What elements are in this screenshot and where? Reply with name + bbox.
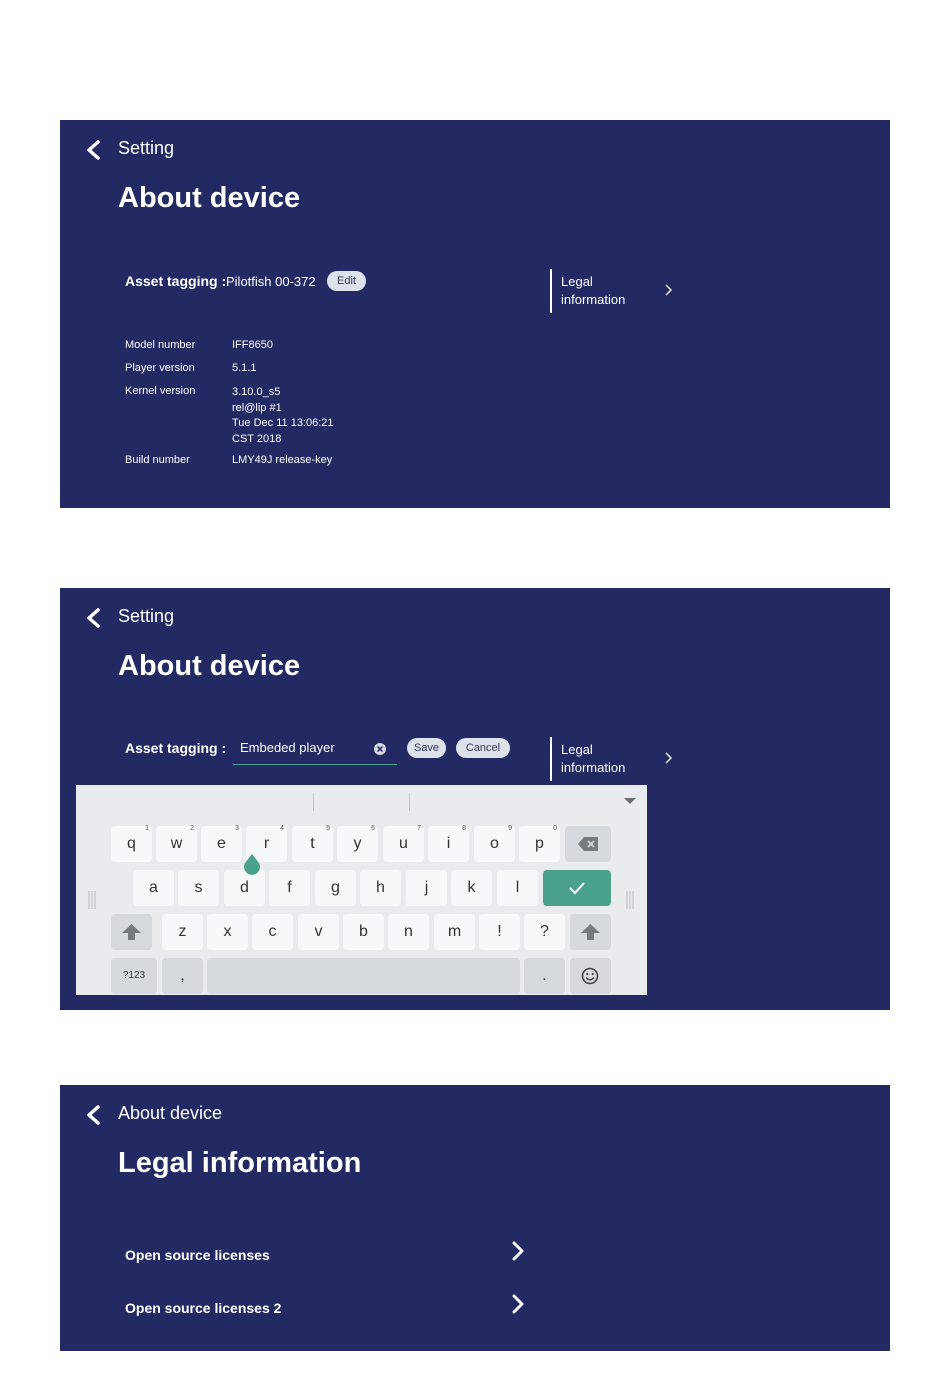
list-item-open-source-licenses-2[interactable]: Open source licenses 2 [125,1300,282,1316]
legal-label-line2: information [561,292,626,307]
suggestion-divider [409,793,410,811]
legal-information-link[interactable] [561,741,625,777]
key-e[interactable] [201,826,242,862]
shift-key[interactable] [111,914,152,950]
key-hint: 5 [326,825,330,832]
key-s[interactable]: s [178,870,219,906]
info-value-build: LMY49J release-key [232,454,333,466]
chevron-right-icon[interactable] [663,283,673,297]
key-u[interactable] [383,826,424,862]
key-v[interactable]: v [298,914,339,950]
legal-information-link[interactable] [561,273,625,309]
key-period[interactable]: . [524,958,565,994]
kernel-line: Tue Dec 11 13:06:21 [232,417,334,429]
kernel-line: rel@lip #1 [232,401,282,414]
divider [550,737,552,781]
suggestion-divider [313,793,314,811]
on-screen-keyboard [76,785,647,995]
legal-information-screen [60,1085,890,1351]
space-key[interactable] [207,958,520,994]
kernel-line: 3.10.0_s5 [232,386,281,398]
breadcrumb[interactable]: Setting [118,138,175,158]
edit-button[interactable]: Edit [327,271,366,291]
key-p[interactable] [519,826,560,862]
key-i[interactable] [428,826,469,862]
breadcrumb[interactable]: Setting [118,606,175,626]
about-device-edit-screen [60,588,890,1010]
info-label-player: Player version [125,362,195,374]
key-label: e [217,835,226,852]
key-d[interactable]: d [224,870,265,906]
about-device-screen [60,120,890,508]
key-label: r [263,835,270,852]
page-title: About device [118,650,301,682]
key-j[interactable]: j [406,870,447,906]
key-l[interactable]: l [497,870,538,906]
key-hint: 6 [371,825,375,832]
shift-key[interactable] [570,914,611,950]
key-c[interactable]: c [252,914,293,950]
key-f[interactable]: f [269,870,310,906]
key-hint: 8 [462,825,466,832]
key-z[interactable]: z [162,914,203,950]
page-title: Legal information [118,1147,362,1179]
enter-check-icon [568,881,586,895]
key-label: i [446,835,451,852]
backspace-key[interactable] [565,826,611,862]
key-hint: 1 [145,825,149,832]
key-w[interactable] [156,826,197,862]
key-hint: 7 [417,825,421,832]
key-label: w [170,835,183,852]
emoji-icon [581,967,599,985]
key-label: q [127,835,136,852]
key-hint: 2 [190,825,194,832]
legal-label-line1: Legal [561,742,593,757]
info-value-player: 5.1.1 [232,362,257,374]
key-o[interactable] [474,826,515,862]
key-hint: 9 [508,825,512,832]
legal-label-line1: Legal [561,274,593,289]
breadcrumb[interactable]: About device [118,1103,223,1123]
divider [550,269,552,313]
list-item-open-source-licenses[interactable]: Open source licenses [125,1247,270,1263]
key-exclamation[interactable]: ! [479,914,520,950]
asset-tagging-input[interactable] [233,733,397,765]
back-arrow-icon[interactable] [84,1104,104,1126]
key-label: u [399,835,408,852]
key-label: y [353,835,362,852]
shift-icon [122,924,141,940]
back-arrow-icon[interactable] [84,139,104,161]
shift-icon [581,924,600,940]
kernel-line: CST 2018 [232,432,282,445]
key-question[interactable]: ? [524,914,565,950]
legal-label-line2: information [561,760,626,775]
key-b[interactable]: b [343,914,384,950]
key-label: o [490,835,499,852]
asset-tagging-value: Pilotfish 00-372 [226,274,316,289]
key-y[interactable] [337,826,378,862]
enter-key[interactable] [543,870,611,906]
text-cursor-handle-icon[interactable] [243,854,261,878]
key-q[interactable] [111,826,152,862]
key-h[interactable]: h [360,870,401,906]
key-label: p [535,835,544,852]
emoji-key[interactable] [570,958,611,994]
key-hint: 0 [553,825,557,832]
info-label-kernel: Kernel version [125,385,196,397]
input-text: Embeded player [240,740,335,755]
info-value-kernel [232,385,334,447]
key-n[interactable]: n [388,914,429,950]
page-title: About device [118,182,301,214]
chevron-right-icon[interactable] [663,751,673,765]
key-m[interactable]: m [434,914,475,950]
clear-icon[interactable] [373,742,387,756]
key-k[interactable]: k [451,870,492,906]
info-label-build: Build number [125,454,190,466]
chevron-right-icon[interactable] [511,1294,525,1314]
key-g[interactable]: g [315,870,356,906]
asset-tagging-label: Asset tagging : [125,273,227,289]
chevron-right-icon[interactable] [511,1241,525,1261]
key-label: t [310,835,315,852]
save-button[interactable]: Save [407,738,446,758]
back-arrow-icon[interactable] [84,607,104,629]
key-a[interactable]: a [133,870,174,906]
keyboard-hide-icon[interactable] [623,797,637,805]
cancel-button[interactable]: Cancel [456,738,510,758]
info-label-model: Model number [125,339,196,351]
asset-tagging-label: Asset tagging : [125,740,227,756]
symbols-key[interactable]: ?123 [111,958,157,994]
drag-handle-icon[interactable] [625,891,635,909]
info-value-model: IFF8650 [232,339,273,351]
key-hint: 3 [235,825,239,832]
backspace-icon [578,837,598,851]
key-hint: 4 [280,825,284,832]
drag-handle-icon[interactable] [87,891,97,909]
key-t[interactable] [292,826,333,862]
key-x[interactable]: x [207,914,248,950]
key-comma[interactable]: , [162,958,203,994]
